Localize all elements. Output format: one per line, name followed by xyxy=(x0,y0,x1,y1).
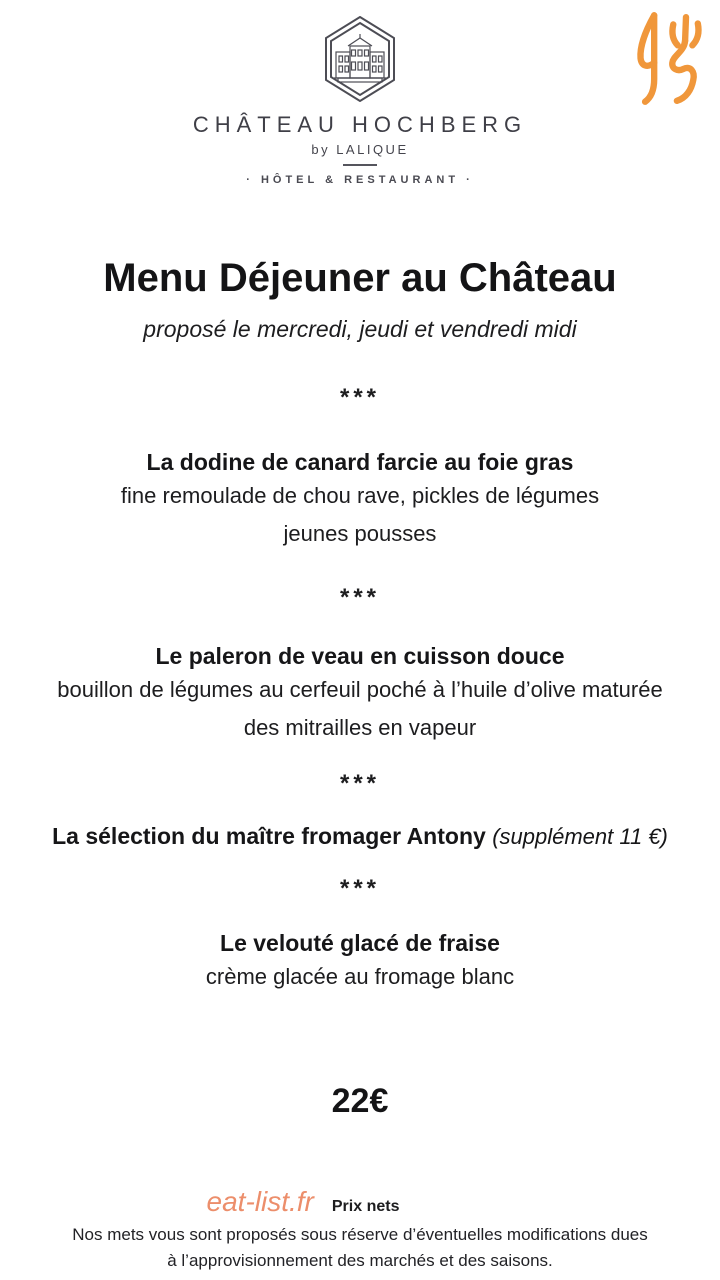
course-description: jeunes pousses xyxy=(283,521,437,546)
course-supplement: (supplément 11 €) xyxy=(492,824,668,849)
course-name: Le paleron de veau en cuisson douce xyxy=(155,643,565,669)
brand-header xyxy=(0,0,720,186)
course-description: fine remoulade de chou rave, pickles de légumes xyxy=(120,483,600,508)
course-name: Le velouté glacé de fraise xyxy=(220,930,500,956)
price-note: Prix nets xyxy=(331,1198,400,1215)
course-name xyxy=(0,821,720,852)
chateau-emblem-icon xyxy=(323,16,397,102)
course-description: des mitrailles en vapeur xyxy=(243,715,477,740)
course-separator: *** xyxy=(339,584,381,611)
course-separator: *** xyxy=(339,770,381,797)
course-cheese xyxy=(0,821,720,852)
brand-tagline: · HÔTEL & RESTAURANT · xyxy=(246,174,474,186)
disclaimer-line: Nos mets vous sont proposés sous réserve d’éventuelles modifications dues xyxy=(72,1225,648,1244)
course-separator: *** xyxy=(339,384,381,411)
brand-byline: by LALIQUE xyxy=(311,142,409,157)
menu-title: Menu Déjeuner au Château xyxy=(103,256,617,300)
fork-and-knife-icon xyxy=(626,8,706,110)
eat-list-watermark: eat-list.fr xyxy=(206,1186,314,1217)
course-main xyxy=(0,641,720,747)
brand-name: CHÂTEAU HOCHBERG xyxy=(192,112,528,137)
brand-divider xyxy=(343,164,377,166)
disclaimer-line: à l’approvisionnement des marchés et des saisons. xyxy=(167,1251,553,1270)
watermark-row xyxy=(207,1186,400,1218)
course-starter xyxy=(0,447,720,553)
course-dessert xyxy=(0,928,720,996)
course-name: La dodine de canard farcie au foie gras xyxy=(146,449,574,475)
menu-body xyxy=(0,256,720,1120)
course-separator: *** xyxy=(339,875,381,902)
course-name-text: La sélection du maître fromager Antony xyxy=(52,823,486,849)
menu-footer xyxy=(0,1186,720,1274)
course-description: bouillon de légumes au cerfeuil poché à l’huile d’olive maturée xyxy=(57,677,663,702)
menu-subtitle: proposé le mercredi, jeudi et vendredi midi xyxy=(143,316,577,342)
menu-price: 22€ xyxy=(331,1082,389,1120)
course-description: crème glacée au fromage blanc xyxy=(205,964,515,989)
